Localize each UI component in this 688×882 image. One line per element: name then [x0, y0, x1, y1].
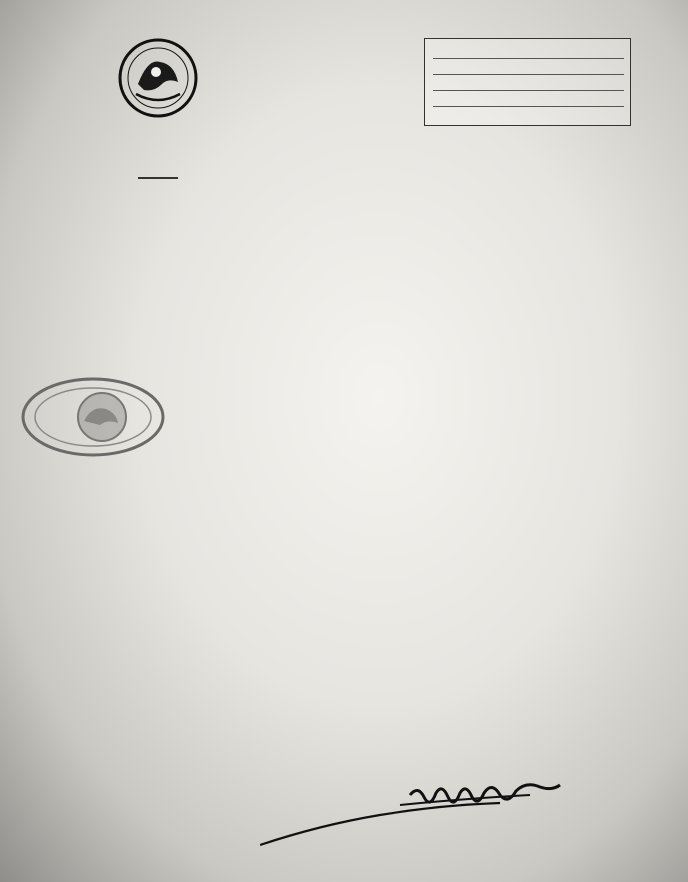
ref-rule: [433, 74, 624, 75]
handwritten-signature: [260, 775, 570, 855]
mexico-seal-icon: [118, 38, 198, 118]
reference-box: [424, 38, 631, 126]
ref-rule: [433, 90, 624, 91]
ref-rule: [433, 58, 624, 59]
official-stamp: [20, 375, 166, 459]
ref-rule: [433, 106, 624, 107]
divider: [138, 177, 178, 179]
